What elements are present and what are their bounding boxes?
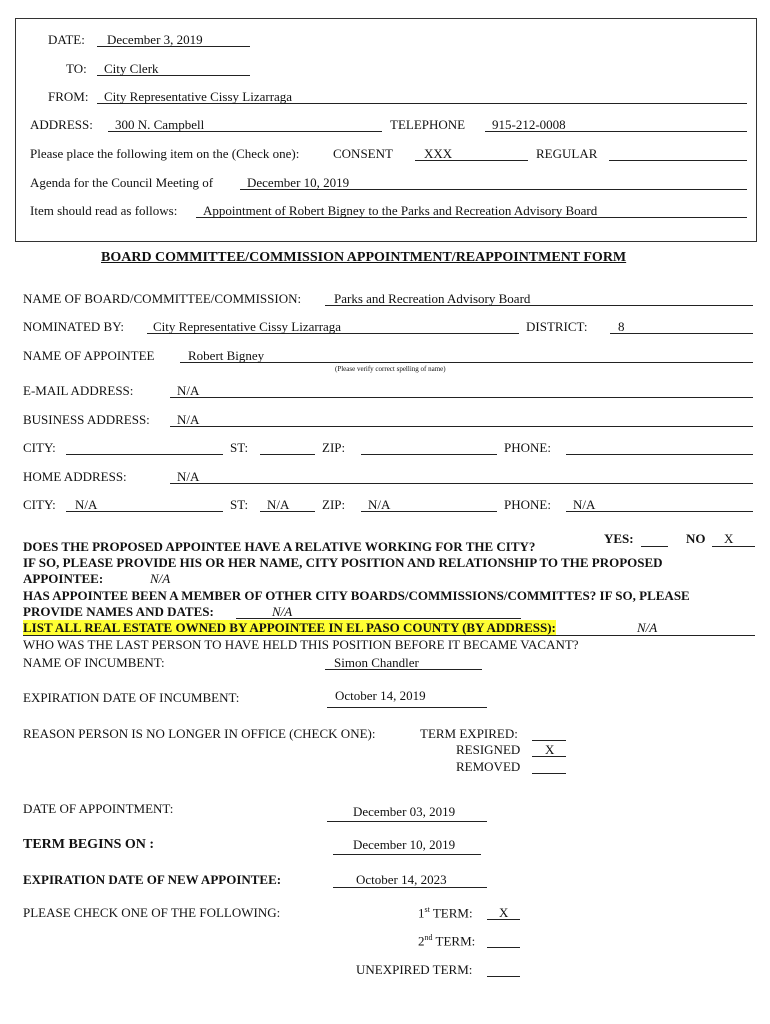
unexpired-term-line[interactable] [487, 961, 520, 977]
home-line [170, 468, 753, 484]
zip2-value[interactable]: N/A [368, 497, 391, 512]
phone2-label: PHONE: [504, 497, 551, 512]
business-label: BUSINESS ADDRESS: [23, 412, 150, 427]
zip-line[interactable] [361, 439, 497, 455]
zip2-label: ZIP: [322, 497, 346, 512]
no-line [712, 531, 755, 547]
place-item-label: Please place the following item on the (Check one): [30, 146, 300, 161]
to-value[interactable]: City Clerk [104, 61, 159, 76]
consent-value[interactable]: XXX [424, 146, 453, 161]
phone2-value[interactable]: N/A [573, 497, 596, 512]
resigned-label: RESIGNED [456, 742, 521, 757]
home-label: HOME ADDRESS: [23, 469, 127, 484]
appointee-q-label: APPOINTEE: [23, 571, 104, 586]
relative-detail: IF SO, PLEASE PROVIDE HIS OR HER NAME, CITY POSITION AND RELATIONSHIP TO THE PROPOSED [23, 555, 663, 570]
real-estate-value[interactable]: N/A [637, 620, 658, 635]
check-one-label: PLEASE CHECK ONE OF THE FOLLOWING: [23, 905, 281, 920]
board-label: NAME OF BOARD/COMMITTEE/COMMISSION: [23, 291, 302, 306]
phone-line[interactable] [566, 439, 753, 455]
resigned-value[interactable]: X [545, 742, 555, 757]
city-line[interactable] [66, 439, 223, 455]
form-title: BOARD COMMITTEE/COMMISSION APPOINTMENT/REAPPOINTMENT FORM [101, 250, 627, 265]
business-line [170, 411, 753, 427]
reason-label: REASON PERSON IS NO LONGER IN OFFICE (CHECK ONE): [23, 726, 376, 741]
date-label: DATE: [48, 32, 85, 47]
item-read-value[interactable]: Appointment of Robert Bigney to the Parks and Recreation Advisory Board [203, 203, 598, 218]
incumbent-exp-label: EXPIRATION DATE OF INCUMBENT: [23, 690, 240, 705]
yes-line[interactable] [641, 531, 668, 547]
incumbent-value[interactable]: Simon Chandler [334, 655, 419, 670]
to-label: TO: [66, 61, 87, 76]
removed-line[interactable] [532, 758, 566, 774]
incumbent-label: NAME OF INCUMBENT: [23, 655, 165, 670]
phone-label: PHONE: [504, 440, 551, 455]
exp-new-value[interactable]: October 14, 2023 [356, 872, 447, 887]
first-term-value[interactable]: X [499, 905, 509, 920]
term-expired-line[interactable] [532, 725, 566, 741]
item-read-label: Item should read as follows: [30, 203, 178, 218]
email-value[interactable]: N/A [177, 383, 200, 398]
email-label: E-MAIL ADDRESS: [23, 383, 134, 398]
no-label: NO [686, 531, 706, 546]
from-label: FROM: [48, 89, 89, 104]
email-line [170, 382, 753, 398]
removed-label: REMOVED [456, 759, 521, 774]
relative-question: DOES THE PROPOSED APPOINTEE HAVE A RELATIVE WORKING FOR THE CITY? [23, 539, 536, 554]
second-term-line[interactable] [487, 932, 520, 948]
city-label: CITY: [23, 440, 56, 455]
district-line [610, 318, 753, 334]
incumbent-exp-value[interactable]: October 14, 2019 [335, 688, 426, 703]
agenda-label: Agenda for the Council Meeting of [30, 175, 214, 190]
st2-value[interactable]: N/A [267, 497, 290, 512]
appointee-label: NAME OF APPOINTEE [23, 348, 155, 363]
provide-value[interactable]: N/A [272, 604, 293, 619]
telephone-label: TELEPHONE [390, 117, 466, 132]
city2-label: CITY: [23, 497, 56, 512]
last-person-question: WHO WAS THE LAST PERSON TO HAVE HELD THIS POSITION BEFORE IT BECAME VACANT? [23, 637, 579, 652]
agenda-value[interactable]: December 10, 2019 [247, 175, 350, 190]
no-value[interactable]: X [724, 531, 734, 546]
term-begins-value[interactable]: December 10, 2019 [353, 837, 456, 852]
real-estate-question: LIST ALL REAL ESTATE OWNED BY APPOINTEE IN EL PASO COUNTY (BY ADDRESS): [23, 620, 556, 635]
city2-value[interactable]: N/A [75, 497, 98, 512]
address-value[interactable]: 300 N. Campbell [115, 117, 205, 132]
unexpired-term-label: UNEXPIRED TERM: [356, 962, 473, 977]
business-value[interactable]: N/A [177, 412, 200, 427]
appointee-line [180, 347, 753, 363]
st-label: ST: [230, 440, 249, 455]
district-value[interactable]: 8 [618, 319, 625, 334]
nominated-label: NOMINATED BY: [23, 319, 124, 334]
st2-label: ST: [230, 497, 249, 512]
date-value[interactable]: December 3, 2019 [107, 32, 203, 47]
zip-label: ZIP: [322, 440, 346, 455]
appointee-q-value[interactable]: N/A [150, 571, 171, 586]
regular-line[interactable] [609, 145, 747, 161]
nominated-value[interactable]: City Representative Cissy Lizarraga [153, 319, 342, 334]
telephone-value[interactable]: 915-212-0008 [492, 117, 566, 132]
address-label: ADDRESS: [30, 117, 93, 132]
regular-label: REGULAR [536, 146, 598, 161]
exp-new-label: EXPIRATION DATE OF NEW APPOINTEE: [23, 872, 282, 887]
consent-label: CONSENT [333, 146, 393, 161]
date-appt-value[interactable]: December 03, 2019 [353, 804, 456, 819]
provide-label: PROVIDE NAMES AND DATES: [23, 604, 214, 619]
term-begins-label: TERM BEGINS ON : [23, 837, 155, 852]
verify-note: (Please verify correct spelling of name) [335, 365, 446, 373]
second-term-label: 2nd TERM: [418, 933, 476, 949]
district-label: DISTRICT: [526, 319, 588, 334]
from-value[interactable]: City Representative Cissy Lizarraga [104, 89, 293, 104]
term-expired-label: TERM EXPIRED: [420, 726, 518, 741]
member-question: HAS APPOINTEE BEEN A MEMBER OF OTHER CITY BOARDS/COMMISSIONS/COMMITTES? IF SO, PLEASE [23, 588, 690, 603]
board-value[interactable]: Parks and Recreation Advisory Board [334, 291, 531, 306]
appointee-value[interactable]: Robert Bigney [188, 348, 265, 363]
yes-label: YES: [604, 531, 634, 546]
date-appt-label: DATE OF APPOINTMENT: [23, 801, 174, 816]
home-value[interactable]: N/A [177, 469, 200, 484]
st-line[interactable] [260, 439, 315, 455]
first-term-label: 1st TERM: [418, 905, 473, 921]
